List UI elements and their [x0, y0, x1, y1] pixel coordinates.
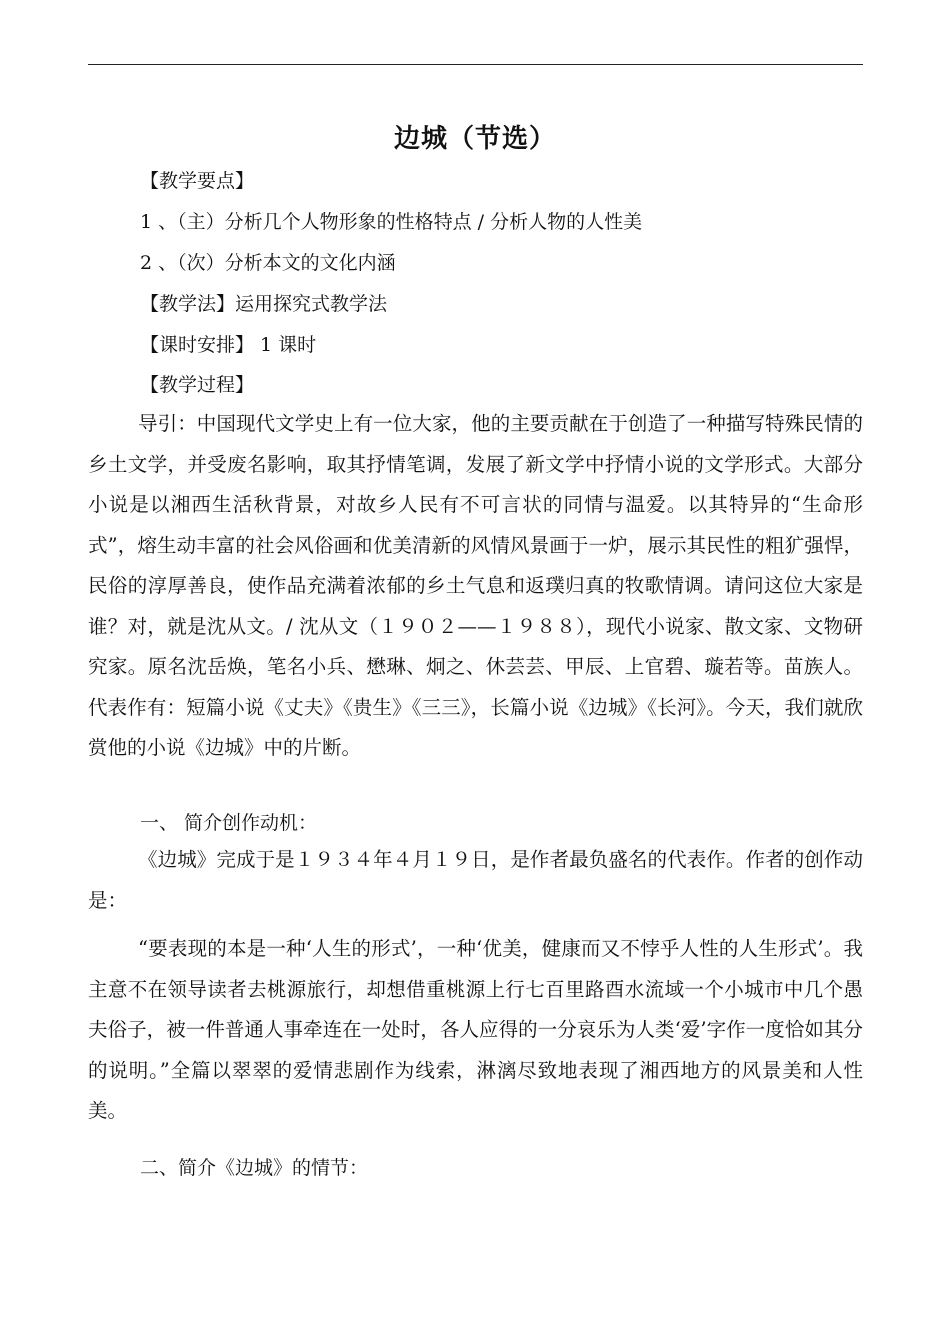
motive-paragraph: 《边城》完成于是１９３４年４月１９日，是作者最负盛名的代表作。作者的创作动是：	[88, 848, 863, 912]
teaching-process-heading: 【教学过程】	[140, 374, 255, 396]
intro-paragraph: 导引：中国现代文学史上有一位大家，他的主要贡献在于创造了一种描写特殊民情的乡土文学，并受废名影响，取其抒情笔调，发展了新文学中抒情小说的文学形式。大部分小说是以湘西生活秋背景，对故乡人民有不可言状的同情与温爱。以其特异的“生命形式”，熔生动丰富的社会风俗画和优美清新的风情风景画于一炉，展示其民性的粗犷强悍，民俗的淳厚善良，使作品充满着浓郁的乡土气息和返璞归真的牧歌情调。请问这位大家是谁？对，就是沈从文。/ 沈从文（１９０２——１９８８），现代小说家、散文家、文物研究家。原名沈岳焕，笔名小兵、懋琳、炯之、休芸芸、甲辰、上官碧、璇若等。苗族人。代表作有：短篇小说《丈夫》《贵生》《三三》，长篇小说《边城》《长河》。今天，我们就欣赏他的小说《边城》中的片断。	[88, 412, 863, 759]
key-point-2: 2 、（次）分析本文的文化内涵	[140, 252, 396, 274]
document-title: 边城（节选）	[393, 124, 556, 154]
quote-paragraph: “要表现的本是一种‘人生的形式’，一种‘优美，健康而又不悖乎人性的人生形式’。我主意不在领导读者去桃源旅行，却想借重桃源上行七百里路酉水流域一个小城市中几个愚夫俗子，被一件普通人事牵连在一处时，各人应得的一分哀乐为人类‘爱’字作一度恰如其分的说明。”全篇以翠翠的爱情悲剧作为线索，淋漓尽致地表现了湘西地方的风景美和人性美。	[88, 937, 863, 1122]
key-point-1: 1 、（主）分析几个人物形象的性格特点 / 分析人物的人性美	[140, 211, 643, 233]
key-points-heading: 【教学要点】	[140, 170, 255, 192]
header-rule	[88, 64, 863, 65]
teaching-method: 【教学法】运用探究式教学法	[140, 293, 388, 315]
section-2-heading: 二、简介《边城》的情节：	[140, 1157, 369, 1179]
section-1-heading: 一、 简介创作动机：	[140, 812, 318, 834]
class-schedule: 【课时安排】 1 课时	[140, 334, 317, 356]
